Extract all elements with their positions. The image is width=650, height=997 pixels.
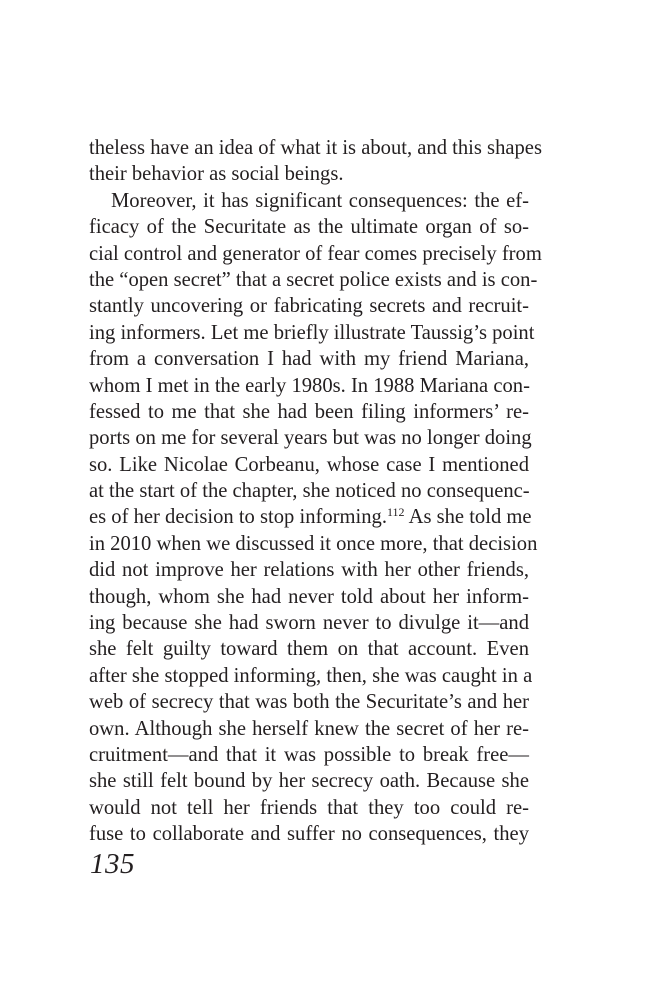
text-line xyxy=(89,584,529,610)
text-line xyxy=(89,135,542,161)
text-line xyxy=(89,768,529,794)
text-line xyxy=(89,241,542,267)
text-line xyxy=(89,821,529,847)
text-line-content: ing informers. Let me briefly illustrate Taussig’s point xyxy=(89,321,535,344)
text-line xyxy=(89,689,529,715)
footnote-reference: 112 xyxy=(387,505,405,520)
text-line-content: own. Although she herself knew the secret of her re- xyxy=(89,717,529,740)
body-text xyxy=(89,135,542,848)
text-line-content: did not improve her relations with her other friends, xyxy=(89,559,529,582)
text-line-content: from a conversation I had with my friend Mariana, xyxy=(89,348,529,371)
text-line-content: cial control and generator of fear comes precisely from xyxy=(89,242,542,265)
text-line-content: ficacy of the Securitate as the ultimate organ of so- xyxy=(89,216,529,239)
text-line xyxy=(89,610,529,636)
text-line-content: fessed to me that she had been filing informers’ re- xyxy=(89,400,529,423)
text-line-content: their behavior as social beings. xyxy=(89,163,344,186)
text-line-content: theless have an idea of what it is about, and this shapes xyxy=(89,137,542,159)
text-line xyxy=(89,531,538,557)
text-line-content: the “open secret” that a secret police exists and is con- xyxy=(89,268,538,291)
text-line-content: ing because she had sworn never to divulge it—and xyxy=(89,612,529,635)
text-line xyxy=(89,320,535,346)
text-line-content: she still felt bound by her secrecy oath. Because she xyxy=(89,770,529,793)
text-line-content: As she told me xyxy=(404,506,532,529)
text-line xyxy=(89,478,529,504)
text-line xyxy=(89,716,529,742)
text-line xyxy=(89,452,529,478)
text-line-content: cruitment—and that it was possible to break free— xyxy=(89,743,529,766)
text-line xyxy=(89,399,529,425)
text-line xyxy=(89,425,532,451)
text-line xyxy=(89,636,529,662)
text-line xyxy=(89,293,529,319)
text-line-content: es of her decision to stop informing. xyxy=(89,506,387,529)
text-line xyxy=(89,267,538,293)
text-line-content: she felt guilty toward them on that account. Even xyxy=(89,638,529,661)
text-line-content: though, whom she had never told about her inform- xyxy=(89,585,529,608)
text-line xyxy=(89,557,529,583)
text-line xyxy=(89,161,529,187)
text-line-content: would not tell her friends that they too could re- xyxy=(89,796,529,819)
text-line xyxy=(89,346,529,372)
text-line xyxy=(89,504,532,530)
text-line xyxy=(89,742,529,768)
text-line-content: in 2010 when we discussed it once more, that decision xyxy=(89,532,538,555)
text-line-content: web of secrecy that was both the Securitate’s and her xyxy=(89,691,529,714)
text-line xyxy=(89,795,529,821)
text-line-content: whom I met in the early 1980s. In 1988 Mariana con- xyxy=(89,374,530,397)
page-number: 135 xyxy=(90,848,135,880)
text-line-content: after she stopped informing, then, she was caught in a xyxy=(89,664,533,687)
text-line xyxy=(89,214,529,240)
text-line xyxy=(89,373,529,399)
text-line xyxy=(89,188,529,214)
text-line-content: fuse to collaborate and suffer no consequences, they xyxy=(89,823,529,846)
text-line-content: at the start of the chapter, she noticed no consequenc- xyxy=(89,480,530,503)
text-line-content: so. Like Nicolae Corbeanu, whose case I mentioned xyxy=(89,453,529,476)
text-line-content: stantly uncovering or fabricating secrets and recruit- xyxy=(89,295,529,318)
text-line-content: ports on me for several years but was no longer doing xyxy=(89,427,532,450)
text-line-content: Moreover, it has significant consequences: the ef- xyxy=(111,189,529,212)
text-line xyxy=(89,663,533,689)
